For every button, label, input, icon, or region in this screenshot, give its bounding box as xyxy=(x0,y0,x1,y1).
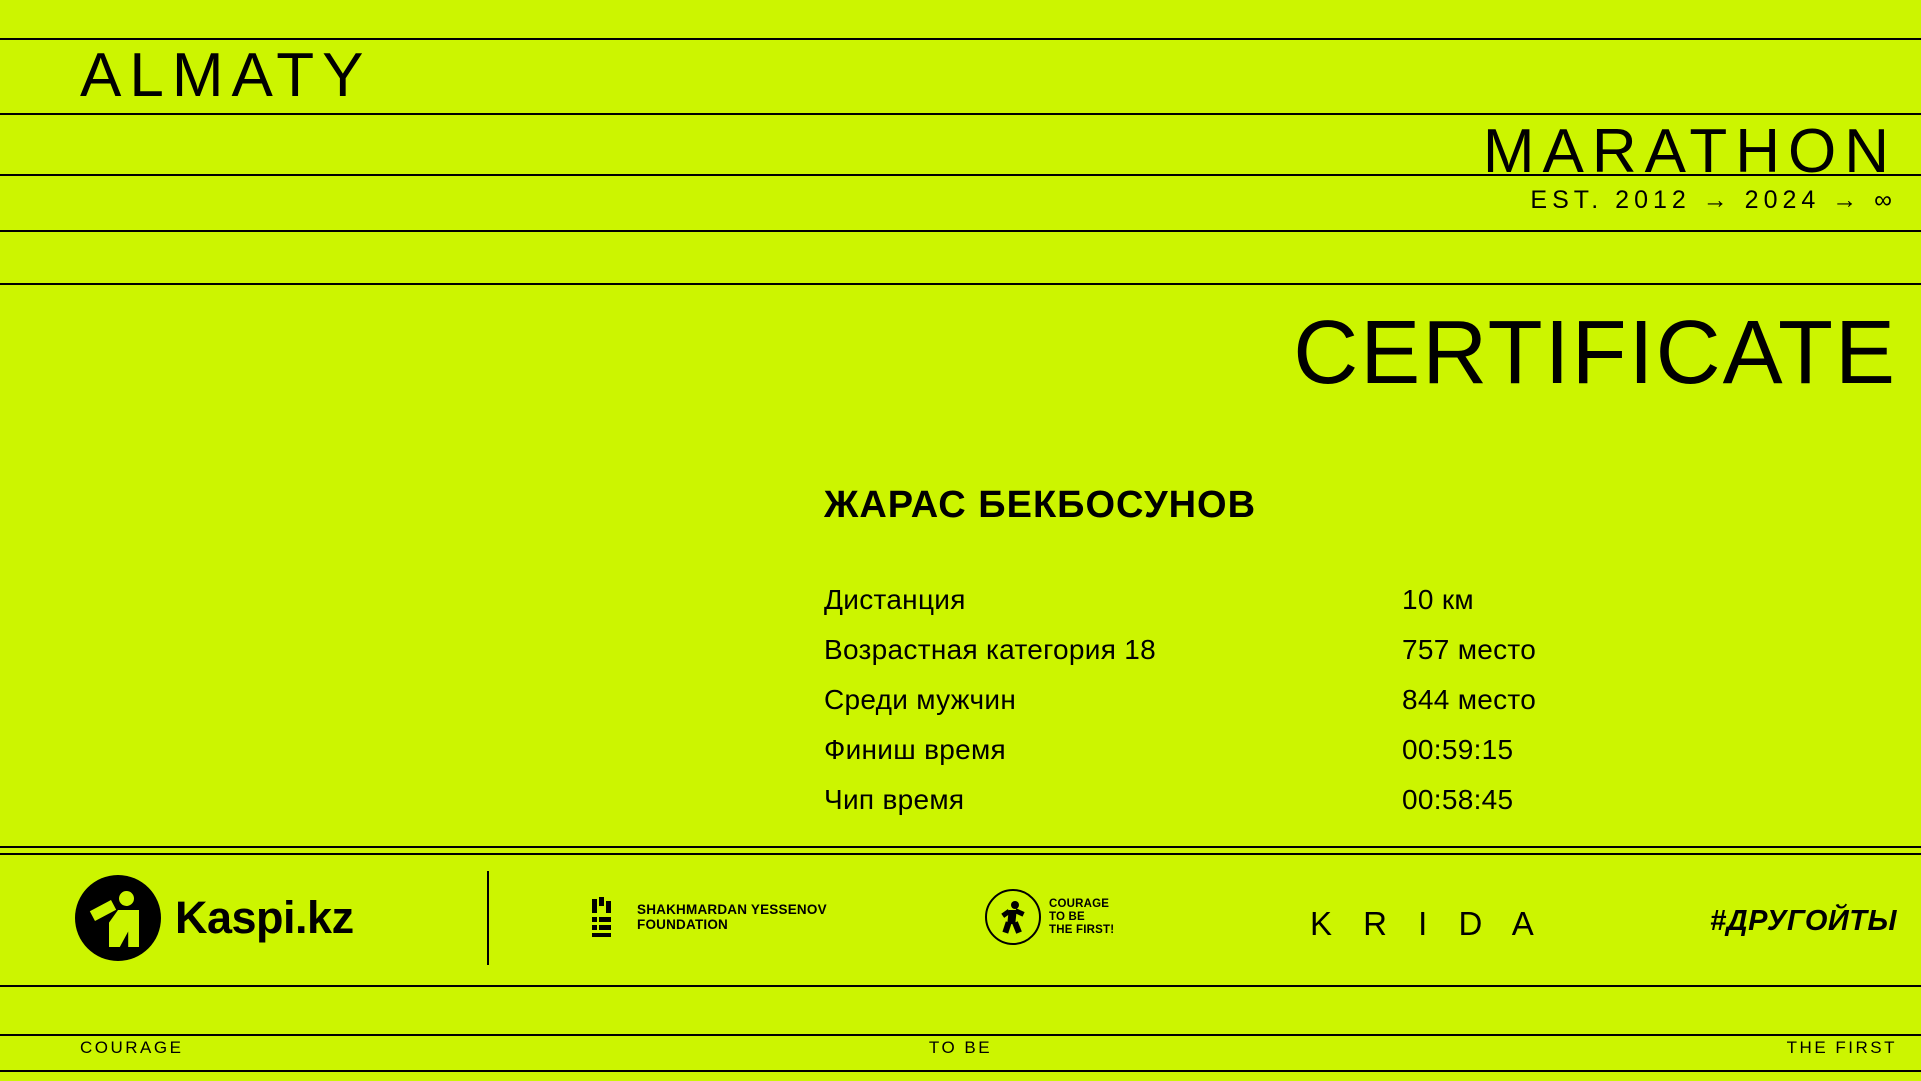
result-label: Чип время xyxy=(824,784,965,815)
divider-rule xyxy=(0,1034,1921,1036)
footer-center-text: TO BE xyxy=(928,1038,993,1057)
page-title: CERTIFICATE xyxy=(1293,303,1897,403)
result-value: 10 км xyxy=(1402,584,1474,615)
sponsor-drugoity: #ДРУГОЙТЫ xyxy=(1710,905,1897,937)
table-row xyxy=(824,733,1604,783)
yessenov-line1: SHAKHMARDAN YESSENOV xyxy=(637,902,827,917)
result-label: Среди мужчин xyxy=(824,684,1017,715)
result-value: 00:59:15 xyxy=(1402,734,1514,765)
table-row xyxy=(824,633,1604,683)
established-years: EST. 2012 → 2024 → ∞ xyxy=(1530,186,1897,214)
yessenov-label xyxy=(637,902,827,932)
sponsor-divider xyxy=(487,871,489,965)
divider-rule xyxy=(0,846,1921,848)
kaspi-figure-icon xyxy=(75,875,161,961)
divider-rule xyxy=(0,1070,1921,1072)
courage-line2: TO BE xyxy=(1049,910,1085,923)
courage-line3: THE FIRST! xyxy=(1049,923,1115,936)
divider-rule xyxy=(0,230,1921,232)
sponsor-yessenov xyxy=(592,897,827,937)
footer-left-text: COURAGE xyxy=(80,1038,184,1057)
footer-right-text: THE FIRST xyxy=(1786,1038,1897,1057)
courage-line1: COURAGE xyxy=(1049,897,1110,910)
divider-rule xyxy=(0,38,1921,40)
brand-line-marathon: MARATHON xyxy=(1482,117,1897,186)
result-value: 844 место xyxy=(1402,684,1537,715)
divider-rule xyxy=(0,283,1921,285)
yessenov-line2: FOUNDATION xyxy=(637,917,728,932)
sponsor-kaspi xyxy=(75,875,354,961)
table-row xyxy=(824,583,1604,633)
courage-label xyxy=(1049,898,1114,937)
brand-line-almaty: ALMATY xyxy=(80,41,372,110)
divider-rule xyxy=(0,985,1921,987)
sponsor-krida: K R I D A xyxy=(1310,905,1545,942)
sponsor-bar xyxy=(0,853,1921,985)
result-label: Возрастная категория 18 xyxy=(824,634,1156,665)
divider-rule xyxy=(0,113,1921,115)
result-label: Финиш время xyxy=(824,734,1007,765)
table-row xyxy=(824,783,1604,833)
results-table xyxy=(824,583,1604,833)
yessenov-bars-icon xyxy=(592,897,626,937)
table-row xyxy=(824,683,1604,733)
result-value: 757 место xyxy=(1402,634,1537,665)
result-label: Дистанция xyxy=(824,584,966,615)
courage-runner-icon xyxy=(985,889,1041,945)
result-value: 00:58:45 xyxy=(1402,784,1514,815)
sponsor-courage-fund xyxy=(985,889,1114,945)
athlete-name: ЖАРАС БЕКБОСУНОВ xyxy=(824,484,1257,526)
kaspi-label: Kaspi.kz xyxy=(175,892,354,943)
